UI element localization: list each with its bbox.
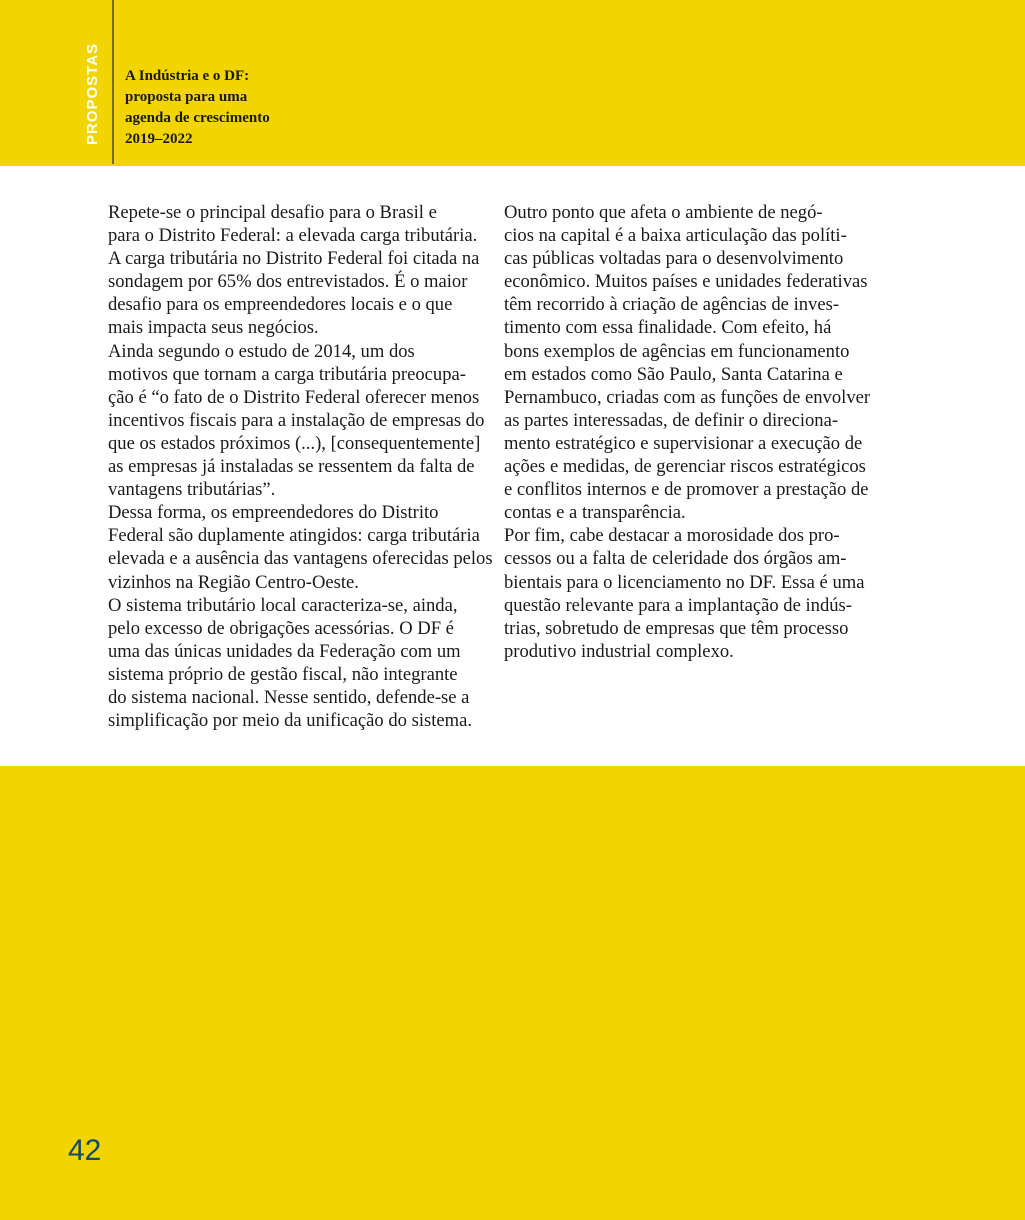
body-paragraph	[88, 340, 485, 502]
content-area	[0, 166, 1025, 766]
page-number: 42	[68, 1134, 102, 1167]
paragraph-line: Dessa forma, os empreendedores do Distrito	[108, 502, 439, 524]
paragraph-line: Pernambuco, criadas com as funções de envolver	[504, 386, 871, 408]
document-title-line: agenda de crescimento	[125, 110, 270, 126]
paragraph-line: ção é “o fato de o Distrito Federal oferecer menos	[108, 386, 480, 408]
body-paragraph	[88, 594, 473, 733]
paragraph-line: cessos ou a falta de celeridade dos órgãos am-	[504, 548, 847, 570]
paragraph-line: trias, sobretudo de empresas que têm processo	[504, 617, 849, 639]
paragraph-line: vizinhos na Região Centro-Oeste.	[108, 571, 359, 593]
paragraph-line: timento com essa finalidade. Com efeito, há	[504, 317, 832, 339]
paragraph-line: econômico. Muitos países e unidades federativas	[504, 271, 868, 293]
paragraph-line: cas públicas voltadas para o desenvolvimento	[504, 248, 844, 270]
left-column	[88, 201, 493, 732]
paragraph-line: Ainda segundo o estudo de 2014, um dos	[108, 340, 415, 362]
paragraph-line: Federal são duplamente atingidos: carga tributária	[108, 525, 480, 547]
paragraph-line: ações e medidas, de gerenciar riscos estratégicos	[504, 456, 866, 478]
document-title-line: A Indústria e o DF:	[125, 68, 250, 84]
paragraph-line: as empresas já instaladas se ressentem da falta de	[108, 456, 475, 478]
paragraph-line: A carga tributária no Distrito Federal foi citada na	[108, 248, 480, 270]
paragraph-line: uma das únicas unidades da Federação com um	[108, 640, 461, 662]
paragraph-line: O sistema tributário local caracteriza-se, ainda,	[108, 594, 458, 616]
paragraph-line: produtivo industrial complexo.	[504, 640, 734, 662]
paragraph-line: sistema próprio de gestão fiscal, não integrante	[108, 663, 458, 685]
paragraph-line: elevada e a ausência das vantagens oferecidas pelos	[108, 548, 493, 570]
paragraph-line: bientais para o licenciamento no DF. Essa é uma	[504, 571, 865, 593]
paragraph-line: as partes interessadas, de definir o direciona-	[504, 409, 839, 431]
document-title-line: 2019–2022	[125, 131, 193, 147]
body-paragraph	[88, 201, 480, 340]
paragraph-line: Outro ponto que afeta o ambiente de negó-	[504, 202, 823, 223]
paragraph-line: questão relevante para a implantação de indús-	[504, 594, 852, 616]
paragraph-line: sondagem por 65% dos entrevistados. É o maior	[108, 271, 468, 293]
paragraph-line: têm recorrido à criação de agências de inves-	[504, 294, 840, 316]
paragraph-line: que os estados próximos (...), [consequentemente]	[108, 432, 481, 454]
body-paragraph	[88, 501, 493, 593]
right-column	[484, 201, 871, 663]
body-paragraph	[484, 524, 864, 663]
paragraph-line: mento estratégico e supervisionar a execução de	[504, 432, 863, 454]
paragraph-line: em estados como São Paulo, Santa Catarina e	[504, 363, 843, 385]
document-title-line: proposta para uma	[125, 89, 248, 105]
paragraph-line: contas e a transparência.	[504, 502, 686, 524]
paragraph-line: para o Distrito Federal: a elevada carga tributária.	[108, 225, 478, 247]
section-label: PROPOSTAS	[84, 42, 101, 145]
paragraph-line: cios na capital é a baixa articulação das políti-	[504, 225, 847, 247]
paragraph-line: bons exemplos de agências em funcionamento	[504, 340, 850, 362]
paragraph-line: incentivos fiscais para a instalação de empresas do	[108, 409, 485, 431]
paragraph-line: Repete-se o principal desafio para o Brasil e	[108, 202, 437, 223]
paragraph-line: motivos que tornam a carga tributária preocupa-	[108, 363, 466, 385]
paragraph-line: mais impacta seus negócios.	[108, 317, 319, 339]
paragraph-line: vantagens tributárias”.	[108, 479, 276, 501]
paragraph-line: do sistema nacional. Nesse sentido, defende-se a	[108, 686, 470, 708]
page-header	[0, 0, 1025, 166]
paragraph-line: desafio para os empreendedores locais e o que	[108, 294, 453, 316]
paragraph-line: pelo excesso de obrigações acessórias. O DF é	[108, 617, 454, 639]
paragraph-line: simplificação por meio da unificação do sistema.	[108, 710, 473, 732]
paragraph-line: e conflitos internos e de promover a prestação de	[504, 479, 869, 501]
body-paragraph	[484, 201, 871, 524]
header-divider	[112, 0, 114, 164]
paragraph-line: Por fim, cabe destacar a morosidade dos pro-	[504, 525, 840, 547]
document-title	[125, 66, 345, 150]
